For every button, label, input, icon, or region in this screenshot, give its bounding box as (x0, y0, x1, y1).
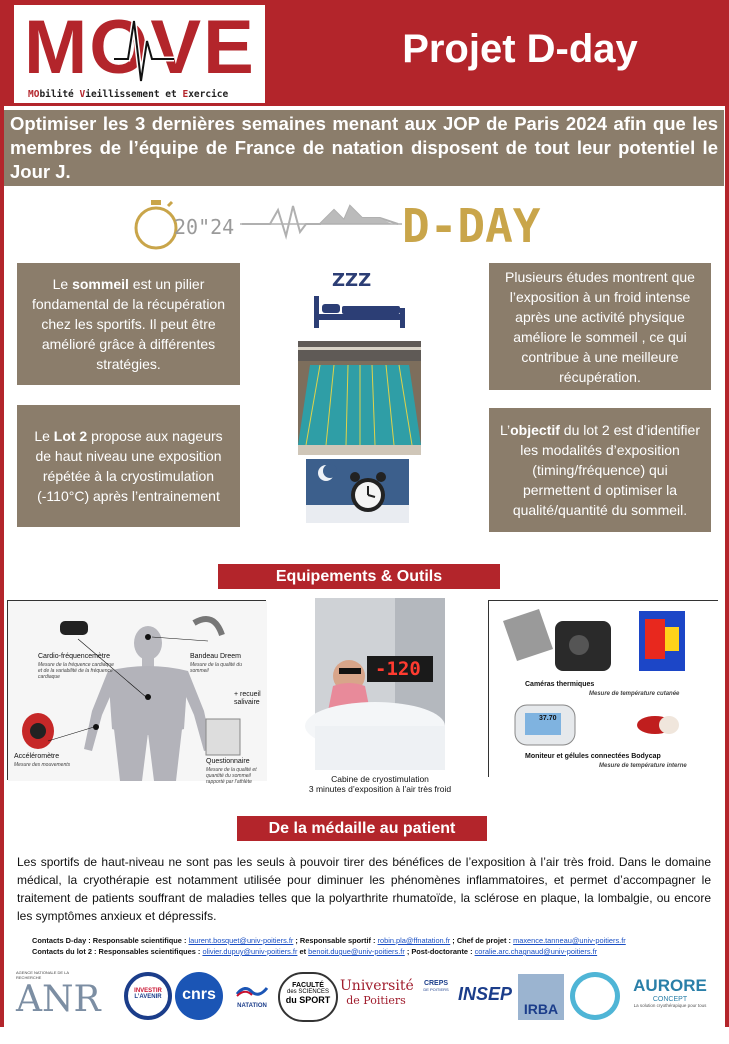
cardio-sublabel: Mesure de la fréquence cardiaque et de la variabilité de la fréquence cardiaque (38, 662, 114, 680)
aurore-concept-logo: AURORE CONCEPT La solution cryothérapique pour tous (633, 976, 707, 1008)
salivaire-label: + recueil salivaire (234, 691, 261, 706)
email-link[interactable]: laurent.bosquet@univ-poitiers.fr (188, 936, 294, 945)
alarm-clock-icon (306, 459, 409, 523)
moniteur-sublabel: Mesure de température interne (599, 763, 687, 769)
logo-tagline: MObilité Vieillissement et Exercice (28, 89, 229, 100)
creps-logo: CREPS DE POITIERS (423, 980, 449, 992)
objectif-box: L’objectif du lot 2 est d’identifier les modalités d’exposition (timing/fréquence) qui permettent d optimiser la qualité/quantité du sommeil. (489, 408, 711, 532)
body-sensors-figure (7, 600, 266, 785)
aurore-emblem-icon (570, 972, 620, 1020)
alarm-clock-image (306, 459, 409, 523)
cryo-temperature-display: -120 (375, 658, 421, 680)
anr-logo: AGENCE NATIONALE DE LA RECHERCHE ANR (16, 970, 101, 1020)
lot2-box: Le Lot 2 propose aux nageurs de haut niveau une exposition répétée à la cryostimulation (-110°C) après l’entrainement (17, 405, 240, 527)
ffn-logo: NATATION (228, 984, 276, 1009)
dday-banner (130, 192, 600, 254)
insep-logo: INSEP (458, 984, 513, 1004)
right-border (725, 106, 729, 1027)
questionnaire-label: Questionnaire (206, 758, 250, 765)
faculte-sport-logo: FACULTÉ des SCIENCES du SPORT (278, 972, 338, 1022)
cryo-caption: Cabine de cryostimulation 3 minutes d’exposition à l’air très froid (308, 774, 452, 794)
page-title: Projet D-day (402, 27, 638, 71)
irba-logo: IRBA (518, 974, 564, 1020)
cameras-label: Caméras thermiques (525, 681, 595, 688)
svg-text:ZZZ: ZZZ (332, 270, 372, 291)
bandeau-label: Bandeau Dreem (190, 653, 241, 660)
contacts-dday-line: Contacts D-day : Responsable scientifique : laurent.bosquet@univ-poitiers.fr ; Responsable sportif : robin.pla@ffnatation.fr ; Chef de projet : maxence.tanneau@univ-poitiers.fr (32, 936, 626, 945)
medaille-paragraph: Les sportifs de haut-niveau ne sont pas les seuls à pouvoir tirer des bénéfices de l’exposition à l’air très froid. Dans le domaine médical, la cryothérapie est notamment utilisée pour diminuer les phénomènes inflammatoires, et permet d’accompagner le traitement de patients souffrant de maladies telles que la polyarthrite rhumatoïde, la sclérose en plaque, la lombalgie, ou encore les symptômes anxieux et dépressifs. (17, 855, 711, 923)
thermal-sensors-figure (488, 600, 718, 777)
logo-word: MOVE (24, 5, 256, 90)
email-link[interactable]: coralie.arc.chagnaud@univ-poitiers.fr (474, 947, 598, 956)
email-link[interactable]: olivier.dupuy@univ-poitiers.fr (202, 947, 298, 956)
cameras-sublabel: Mesure de température cutanée (589, 691, 680, 697)
bed-icon (304, 264, 413, 333)
universite-poitiers-logo: Université de Poitiers (340, 978, 414, 1007)
email-link[interactable]: benoit.dugue@univ-poitiers.fr (308, 947, 405, 956)
questionnaire-sublabel: Mesure de la qualité et quantité du sommeil rapporté par l’athlète (206, 767, 257, 785)
wave-icon (237, 984, 267, 998)
left-border (0, 106, 4, 1027)
swimming-pool-image (298, 341, 421, 455)
bandeau-sublabel: Mesure de la qualité du sommeil (190, 662, 242, 674)
email-link[interactable]: robin.pla@ffnatation.fr (377, 936, 451, 945)
contacts-lot2-line: Contacts du lot 2 : Responsables scientifiques : olivier.dupuy@univ-poitiers.fr et benoit.dugue@univ-poitiers.fr ; Post-doctorante : coralie.arc.chagnaud@univ-poitiers.fr (32, 947, 598, 956)
accelerometre-label: Accéléromètre (14, 753, 60, 760)
moniteur-label: Moniteur et gélules connectées Bodycap (525, 753, 661, 760)
email-link[interactable]: maxence.tanneau@univ-poitiers.fr (513, 936, 626, 945)
sleep-bed-image (304, 264, 413, 333)
timer-text: 20"24 (174, 215, 235, 239)
sommeil-box: Le sommeil est un pilier fondamental de la récupération chez les sportifs. Il peut être amélioré grâce à différentes stratégies. (17, 263, 240, 385)
cardio-label: Cardio-fréquencemètre (38, 653, 110, 660)
move-logo (14, 5, 265, 103)
cnrs-logo: cnrs (175, 972, 223, 1020)
medaille-section-title: De la médaille au patient (237, 816, 487, 841)
pulse-mountain-line (240, 206, 402, 236)
etudes-box: Plusieurs études montrent que l’exposition à un froid intense après une activité physique améliore le sommeil , ce qui contribue à une meilleure récupération. (489, 263, 711, 390)
intro-box: Optimiser les 3 dernières semaines menant aux JOP de Paris 2024 afin que les membres de l’équipe de France de natation disposent de tout leur potentiel le Jour J. (4, 110, 724, 186)
investir-avenir-logo: INVESTIR L’AVENIR (124, 972, 172, 1020)
partner-logos (12, 968, 718, 1024)
stopwatch-icon (136, 200, 176, 248)
accelerometre-sublabel: Mesure des mouvements (14, 762, 71, 768)
dday-text: D-DAY (402, 199, 541, 253)
cryo-cabin-photo (315, 598, 445, 770)
monitor-screen-value: 37.70 (539, 715, 557, 722)
heartbeat-icon (114, 9, 174, 91)
equipements-section-title: Equipements & Outils (218, 564, 500, 589)
contacts-block (32, 935, 712, 957)
